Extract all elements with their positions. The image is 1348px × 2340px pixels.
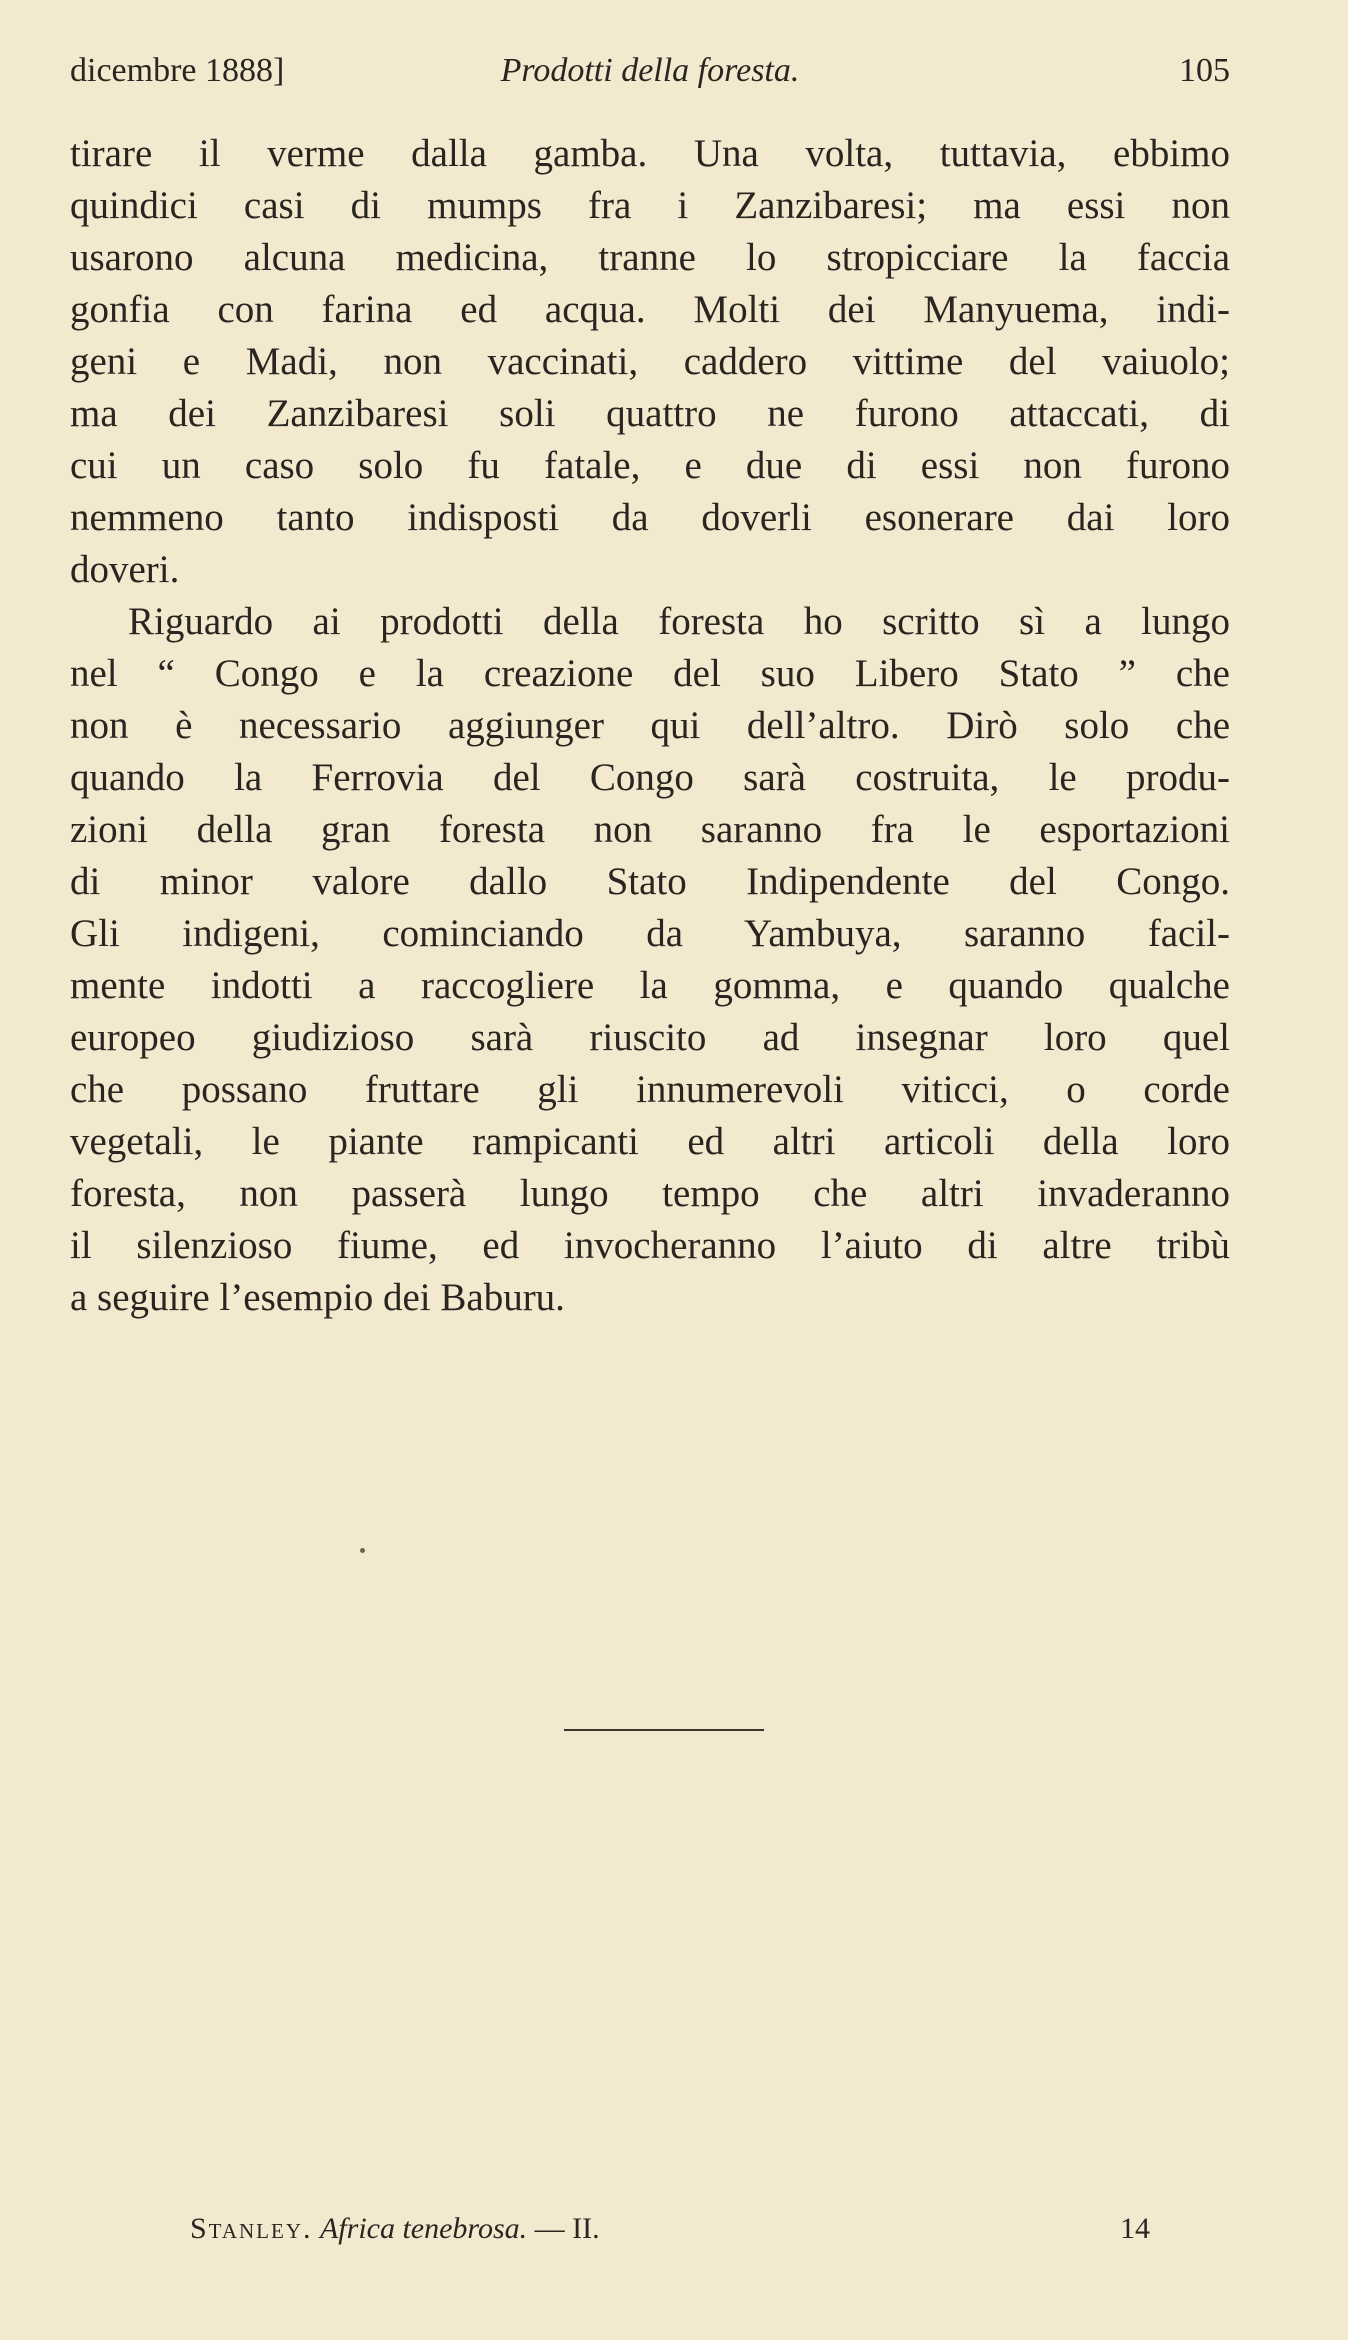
text-line: quando la Ferrovia del Congo sarà costruita, le produ- bbox=[70, 756, 1230, 799]
text-line: di minor valore dallo Stato Indipendente del Congo. bbox=[70, 860, 1230, 903]
footer-book-title: Africa tenebrosa. bbox=[319, 2212, 528, 2245]
page-number: 105 bbox=[1179, 52, 1230, 89]
text-line: doveri. bbox=[70, 548, 180, 591]
text-line: nel “ Congo e la creazione del suo Libero Stato ” che bbox=[70, 652, 1230, 695]
text-line: nemmeno tanto indisposti da doverli esonerare dai loro bbox=[70, 496, 1230, 539]
footer-signature-mark: 14 bbox=[1120, 2212, 1150, 2245]
footer-volume: — II. bbox=[534, 2212, 600, 2245]
text-line: gonfia con farina ed acqua. Molti dei Manyuema, indi- bbox=[70, 288, 1230, 331]
text-line: non è necessario aggiunger qui dell’altro. Dirò solo che bbox=[70, 704, 1230, 747]
text-line: geni e Madi, non vaccinati, caddero vittime del vaiuolo; bbox=[70, 340, 1230, 383]
text-line: cui un caso solo fu fatale, e due di essi non furono bbox=[70, 444, 1230, 487]
end-rule bbox=[564, 1729, 764, 1731]
text-line: zioni della gran foresta non saranno fra le esportazioni bbox=[70, 808, 1230, 851]
paper-speck bbox=[360, 1548, 365, 1553]
text-line: foresta, non passerà lungo tempo che altri invaderanno bbox=[70, 1172, 1230, 1215]
text-line: europeo giudizioso sarà riuscito ad insegnar loro quel bbox=[70, 1016, 1230, 1059]
header-date: dicembre 1888] bbox=[70, 52, 285, 89]
header-chapter-title: Prodotti della foresta. bbox=[500, 52, 800, 89]
footer-citation bbox=[190, 2212, 600, 2246]
text-line: tirare il verme dalla gamba. Una volta, tuttavia, ebbimo bbox=[70, 132, 1230, 175]
text-line: Riguardo ai prodotti della foresta ho scritto sì a lungo bbox=[128, 600, 1230, 643]
text-line: il silenzioso fiume, ed invocheranno l’aiuto di altre tribù bbox=[70, 1224, 1230, 1267]
text-line: Gli indigeni, cominciando da Yambuya, saranno facil- bbox=[70, 912, 1230, 955]
text-line: a seguire l’esempio dei Baburu. bbox=[70, 1276, 565, 1319]
text-line: mente indotti a raccogliere la gomma, e quando qualche bbox=[70, 964, 1230, 1007]
running-header bbox=[70, 52, 1230, 102]
text-line: che possano fruttare gli innumerevoli viticci, o corde bbox=[70, 1068, 1230, 1111]
body-text bbox=[70, 128, 1230, 1324]
text-line: quindici casi di mumps fra i Zanzibaresi; ma essi non bbox=[70, 184, 1230, 227]
text-line: ma dei Zanzibaresi soli quattro ne furono attaccati, di bbox=[70, 392, 1230, 435]
signature-footer bbox=[190, 2212, 1150, 2252]
text-line: vegetali, le piante rampicanti ed altri articoli della loro bbox=[70, 1120, 1230, 1163]
footer-author: Stanley. bbox=[190, 2212, 313, 2245]
text-line: usarono alcuna medicina, tranne lo stropicciare la faccia bbox=[70, 236, 1230, 279]
